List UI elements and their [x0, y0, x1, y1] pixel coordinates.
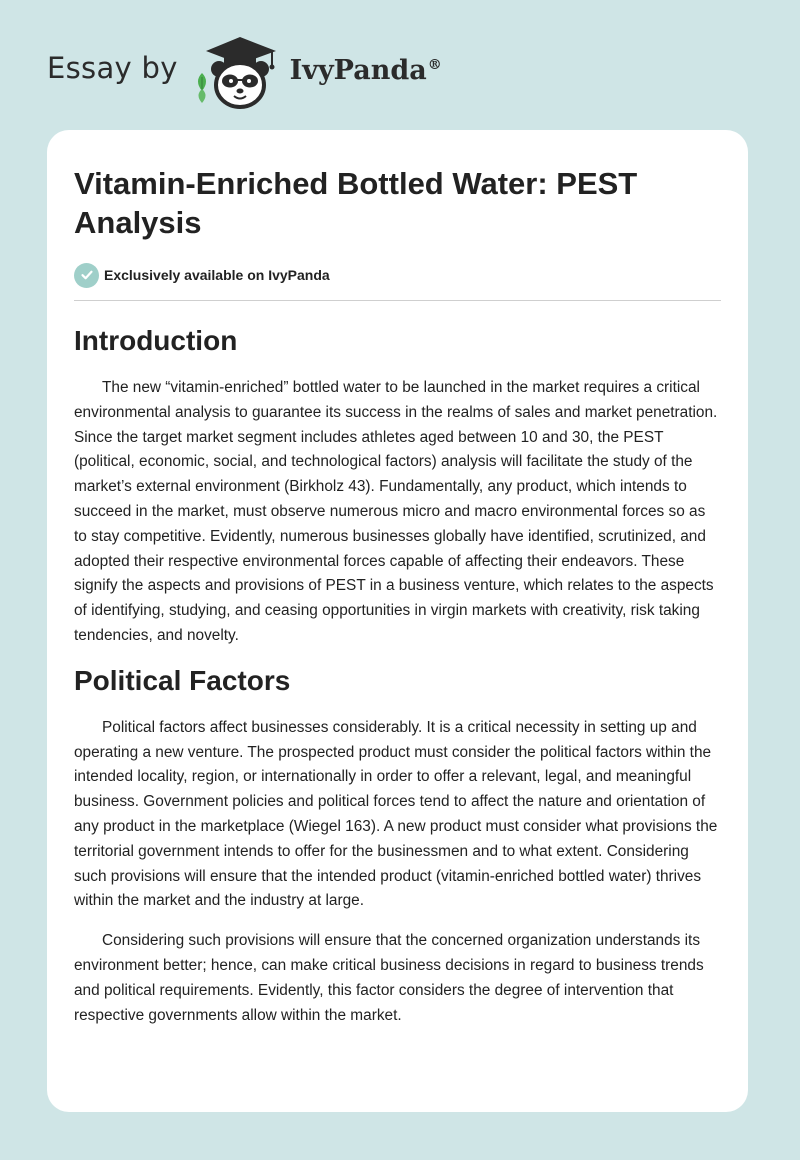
- section-heading-introduction: Introduction: [74, 325, 238, 356]
- check-icon: [74, 263, 99, 288]
- article-card: [47, 130, 748, 1112]
- exclusive-badge-text: Exclusively available on IvyPanda: [104, 267, 330, 283]
- site-header: [47, 32, 442, 112]
- panda-graduate-logo-icon[interactable]: [192, 33, 284, 111]
- title-divider: [74, 300, 721, 301]
- ivypanda-wordmark[interactable]: IvyPanda®: [289, 54, 442, 86]
- section-heading-political-factors: Political Factors: [74, 664, 291, 696]
- essay-by-label: Essay by: [47, 51, 178, 85]
- page-title: Vitamin-Enriched Bottled Water: PEST Analysis: [74, 166, 638, 240]
- exclusive-badge: [74, 262, 721, 288]
- paragraph: Political factors affect businesses considerably. It is a critical necessity in setting up and operating a new venture. The prospected product must consider the political factors within the intended locality, region, or internationally in order to offer a relevant, legal, and meaningful business. Government policies and political forces tend to affect the nature and orientation of any product in the marketplace (Wiegel 163). A new product must consider what provisions the territorial government intends to offer for the businessmen and to what extent. Considering such provisions will ensure that the intended product (vitamin-enriched bottled water) thrives within the market and the industry at large.: [74, 718, 718, 910]
- paragraph: The new “vitamin-enriched” bottled water to be launched in the market requires a critical environmental analysis to guarantee its success in the realms of sales and market penetration. Since the target market segment includes athletes aged between 10 and 30, the PEST (political, economic, social, and technological factors) analysis will facilitate the study of the market’s external environment (Birkholz 43). Fundamentally, any product, which intends to succeed in the market, must observe numerous micro and macro environmental forces so as to stay competitive. Evidently, numerous businesses globally have identified, scrutinized, and adopted their respective environmental forces capable of affecting their endeavors. These signify the aspects and provisions of PEST in a business venture, which relates to the aspects of identifying, studying, and ceasing opportunities in virgin markets with creativity, risk taking tendencies, and novelty.: [74, 379, 718, 644]
- paragraph: Considering such provisions will ensure that the concerned organization understands its environment better; hence, can make critical business decisions in regard to business trends and political requirements. Evidently, this factor considers the degree of intervention that respective governments allow within the market.: [74, 932, 704, 1024]
